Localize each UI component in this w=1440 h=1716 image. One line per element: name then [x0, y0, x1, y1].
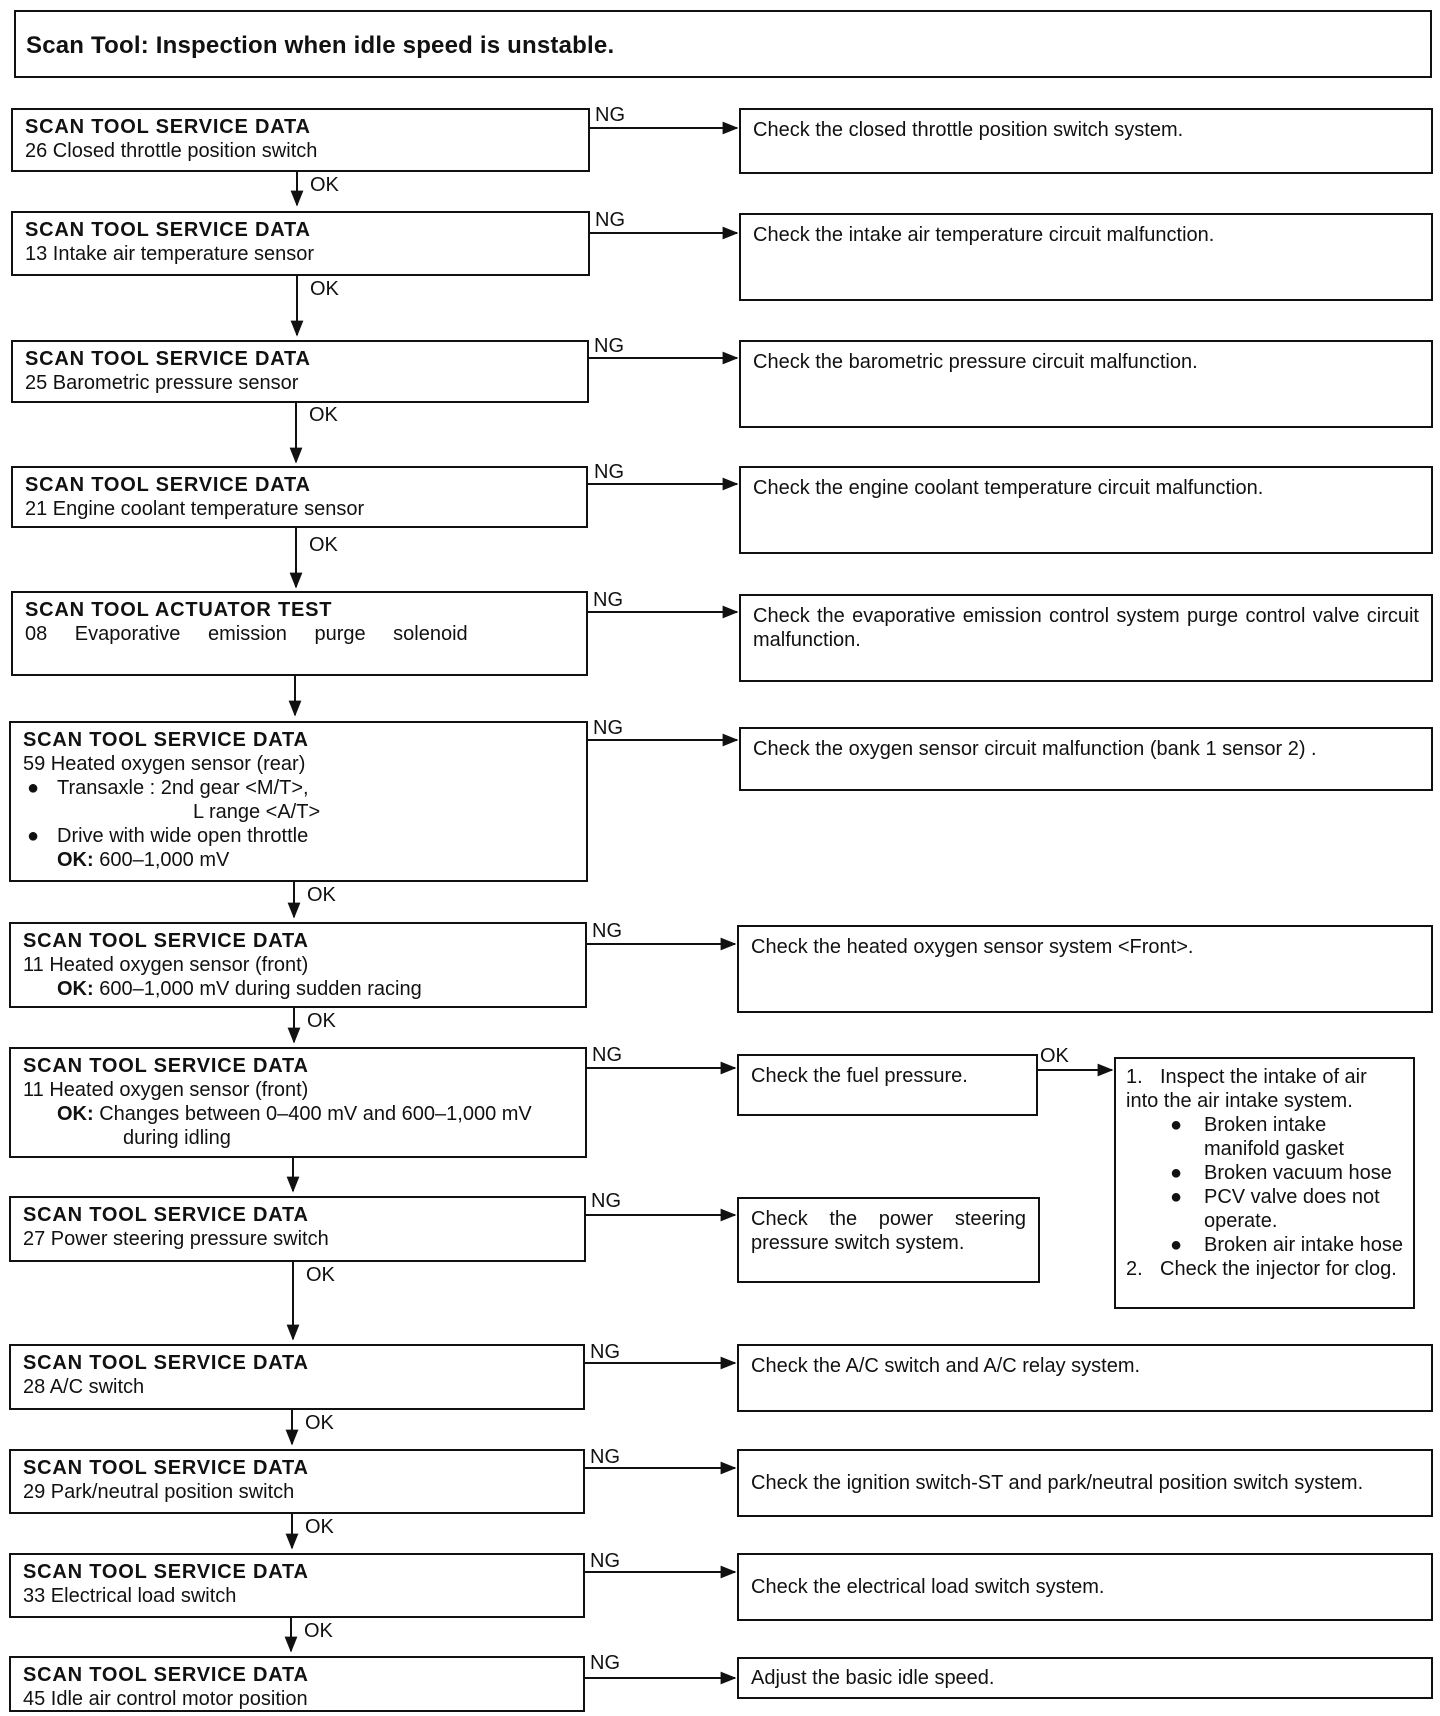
result-text: Check the heated oxygen sensor system <Front>.	[751, 936, 1194, 958]
step-bullet	[23, 824, 574, 848]
result-text: Check the fuel pressure.	[751, 1065, 968, 1087]
ok-criteria-label: OK:	[57, 849, 94, 871]
ng-label: NG	[590, 1446, 620, 1468]
ng-label: NG	[590, 1550, 620, 1572]
result-box-4	[739, 466, 1433, 554]
injector-check-box	[1114, 1057, 1415, 1309]
step-box-2	[11, 211, 590, 276]
bullet-text: Broken air intake hose	[1204, 1234, 1404, 1256]
step-item: 45 Idle air control motor position	[23, 1688, 308, 1710]
ok-label: OK	[309, 404, 338, 426]
ng-label: NG	[590, 1341, 620, 1363]
ok-label: OK	[307, 884, 336, 906]
ok-criteria-value: 600–1,000 mV during sudden racing	[99, 978, 422, 1000]
step-item: 27 Power steering pressure switch	[23, 1228, 329, 1250]
ok-label: OK	[305, 1516, 334, 1538]
ng-label: NG	[590, 1652, 620, 1674]
step-item: 11 Heated oxygen sensor (front)	[23, 954, 309, 976]
step-header: SCAN TOOL SERVICE DATA	[23, 1561, 309, 1583]
result-text: Check the electrical load switch system.	[751, 1576, 1105, 1598]
step-header: SCAN TOOL SERVICE DATA	[23, 1204, 309, 1226]
result-text: Adjust the basic idle speed.	[751, 1667, 995, 1689]
step-item: 21 Engine coolant temperature sensor	[25, 498, 365, 520]
ng-label: NG	[595, 209, 625, 231]
ng-label: NG	[593, 589, 623, 611]
ng-label: NG	[595, 104, 625, 126]
ng-label: NG	[594, 335, 624, 357]
step-box-6	[9, 721, 588, 882]
followup-bullet	[1126, 1233, 1403, 1257]
ok-criteria-value: Changes between 0–400 mV and 600–1,000 mV	[99, 1103, 532, 1125]
step-box-7	[9, 922, 587, 1008]
followup-bullet	[1126, 1161, 1403, 1185]
bullet-text: Drive with wide open throttle	[57, 825, 309, 847]
followup-item-1	[1126, 1065, 1403, 1113]
result-text: Check the oxygen sensor circuit malfunction (bank 1 sensor 2) .	[753, 738, 1317, 760]
step-item: 25 Barometric pressure sensor	[25, 372, 299, 394]
step-header: SCAN TOOL SERVICE DATA	[23, 1352, 309, 1374]
ok-label: OK	[310, 278, 339, 300]
step-box-11	[9, 1449, 585, 1514]
followup-item-2	[1126, 1257, 1403, 1281]
step-ok-criteria	[23, 848, 574, 872]
ok-label: OK	[310, 174, 339, 196]
step-box-4	[11, 466, 588, 528]
step-header: SCAN TOOL SERVICE DATA	[23, 1664, 309, 1686]
result-box-12	[737, 1553, 1433, 1621]
result-box-7	[737, 925, 1433, 1013]
step-ok-criteria-continued: during idling	[123, 1127, 231, 1149]
followup-bullet	[1126, 1185, 1403, 1233]
step-header: SCAN TOOL SERVICE DATA	[23, 930, 309, 952]
bullet-dot: ●	[1170, 1234, 1183, 1256]
step-box-8	[9, 1047, 587, 1158]
step-box-13	[9, 1656, 585, 1712]
followup-text: Check the injector for clog.	[1160, 1258, 1397, 1280]
followup-text: Inspect the intake of air into the air intake system.	[1126, 1066, 1367, 1112]
step-item: 08 Evaporative emission purge solenoid	[25, 623, 468, 645]
step-item: 28 A/C switch	[23, 1376, 145, 1398]
result-text: Check the barometric pressure circuit malfunction.	[753, 351, 1198, 373]
step-ok-criteria	[23, 1102, 573, 1126]
bullet-text: Broken vacuum hose	[1204, 1162, 1392, 1184]
ng-label: NG	[592, 920, 622, 942]
title-box	[14, 10, 1432, 78]
step-box-10	[9, 1344, 585, 1410]
result-box-10	[737, 1344, 1433, 1412]
ng-label: NG	[593, 717, 623, 739]
result-box-3	[739, 340, 1433, 428]
result-box-1	[739, 108, 1433, 174]
step-box-12	[9, 1553, 585, 1618]
step-item: 33 Electrical load switch	[23, 1585, 237, 1607]
step-item: 29 Park/neutral position switch	[23, 1481, 295, 1503]
bullet-text: Transaxle : 2nd gear <M/T>,	[57, 777, 309, 799]
ok-label: OK	[305, 1412, 334, 1434]
result-box-11	[737, 1449, 1433, 1517]
result-text: Check the power steering pressure switch system.	[751, 1208, 1026, 1254]
step-header: SCAN TOOL ACTUATOR TEST	[25, 599, 333, 621]
step-header: SCAN TOOL SERVICE DATA	[25, 474, 311, 496]
followup-bullet	[1126, 1113, 1403, 1161]
ok-criteria-label: OK:	[57, 1103, 94, 1125]
result-text: Check the engine coolant temperature circuit malfunction.	[753, 477, 1264, 499]
result-text: Check the A/C switch and A/C relay system.	[751, 1355, 1141, 1377]
step-ok-criteria	[23, 977, 573, 1001]
step-box-5	[11, 591, 588, 676]
result-box-6	[739, 727, 1433, 791]
step-box-3	[11, 340, 589, 403]
ng-label: NG	[594, 461, 624, 483]
step-header: SCAN TOOL SERVICE DATA	[23, 729, 309, 751]
step-header: SCAN TOOL SERVICE DATA	[23, 1055, 309, 1077]
bullet-dot: ●	[27, 825, 40, 847]
ok-label: OK	[304, 1620, 333, 1642]
step-header: SCAN TOOL SERVICE DATA	[25, 348, 311, 370]
step-item: 11 Heated oxygen sensor (front)	[23, 1079, 309, 1101]
bullet-dot: ●	[1170, 1114, 1183, 1136]
ok-label: OK	[307, 1010, 336, 1032]
page-title: Scan Tool: Inspection when idle speed is unstable.	[26, 32, 615, 59]
ok-criteria-label: OK:	[57, 978, 94, 1000]
ng-label: NG	[592, 1044, 622, 1066]
ok-label: OK	[309, 534, 338, 556]
step-bullet	[23, 776, 574, 800]
step-bullet-continued: L range <A/T>	[193, 801, 321, 823]
ok-criteria-value: 600–1,000 mV	[99, 849, 230, 871]
result-text: Check the intake air temperature circuit malfunction.	[753, 224, 1215, 246]
step-item: 13 Intake air temperature sensor	[25, 243, 315, 265]
followup-number: 2.	[1126, 1258, 1143, 1280]
ok-label: OK	[306, 1264, 335, 1286]
result-box-2	[739, 213, 1433, 301]
bullet-dot: ●	[27, 777, 40, 799]
result-box-9	[737, 1197, 1040, 1283]
step-item: 26 Closed throttle position switch	[25, 140, 318, 162]
bullet-text: PCV valve does not operate.	[1204, 1186, 1380, 1232]
step-box-9	[9, 1196, 586, 1262]
ok-label: OK	[1040, 1045, 1069, 1067]
bullet-dot: ●	[1170, 1186, 1183, 1208]
bullet-text: Broken intake manifold gasket	[1204, 1114, 1345, 1160]
step-item: 59 Heated oxygen sensor (rear)	[23, 753, 306, 775]
result-text: Check the closed throttle position switch system.	[753, 119, 1184, 141]
step-header: SCAN TOOL SERVICE DATA	[23, 1457, 309, 1479]
step-box-1	[11, 108, 590, 172]
step-header: SCAN TOOL SERVICE DATA	[25, 116, 311, 138]
result-box-5	[739, 594, 1433, 682]
result-box-13	[737, 1657, 1433, 1699]
step-header: SCAN TOOL SERVICE DATA	[25, 219, 311, 241]
bullet-dot: ●	[1170, 1162, 1183, 1184]
result-text: Check the evaporative emission control system purge control valve circuit malfunction.	[753, 605, 1419, 651]
followup-number: 1.	[1126, 1066, 1143, 1088]
ng-label: NG	[591, 1190, 621, 1212]
result-box-8	[737, 1054, 1038, 1116]
result-text: Check the ignition switch-ST and park/neutral position switch system.	[751, 1472, 1364, 1494]
